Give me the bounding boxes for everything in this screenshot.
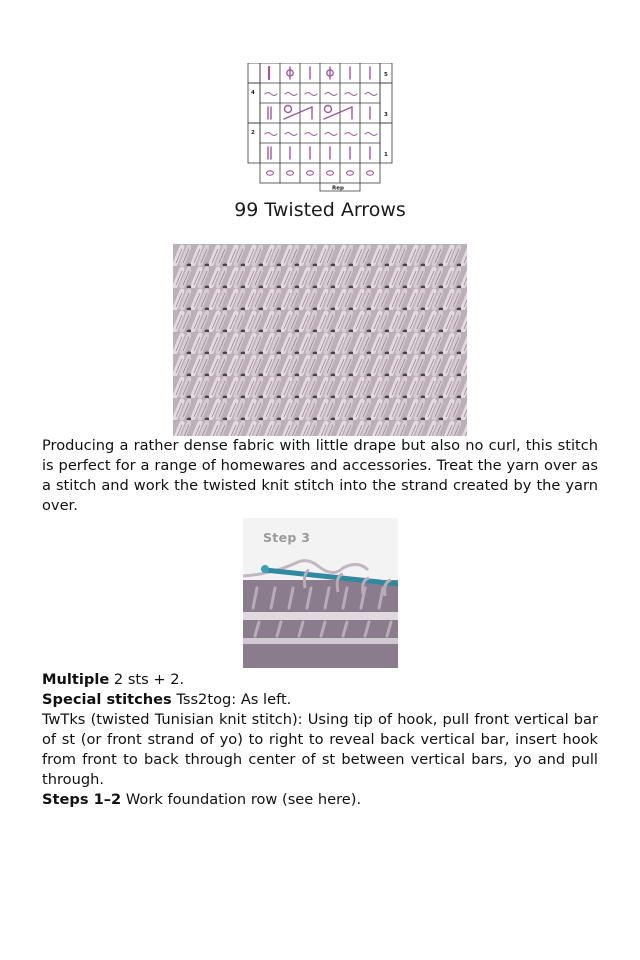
special-stitches-label: Special stitches	[42, 691, 172, 708]
multiple-label: Multiple	[42, 671, 110, 688]
steps-label: Steps 1–2	[42, 791, 122, 808]
row-label-3: 3	[384, 112, 388, 118]
twtks-definition: TwTks (twisted Tunisian knit stitch): Using tip of hook, pull front vertical bar of st (or front strand of yo) to right to reveal back vertical bar, insert hook from front to back through center of st between vertical bars, yo and pull through.	[42, 711, 598, 788]
row-label-5: 5	[384, 72, 388, 78]
special-stitches-text: Tss2tog: As left.	[171, 691, 292, 708]
steps-text: Work foundation row (see here).	[121, 791, 362, 808]
row-label-4: 4	[251, 90, 255, 96]
repeat-label: Rep	[332, 185, 344, 192]
stitch-chart	[246, 63, 396, 197]
knitted-swatch-photo	[173, 244, 467, 436]
steps-line	[42, 790, 598, 810]
multiple-line	[42, 670, 598, 690]
instructions	[42, 670, 598, 810]
special-stitches-line	[42, 690, 598, 710]
multiple-text: 2 sts + 2.	[109, 671, 185, 688]
pattern-title: 99 Twisted Arrows	[234, 199, 406, 221]
intro-paragraph: Producing a rather dense fabric with little drape but also no curl, this stitch is perfect for a range of homewares and accessories. Treat the yarn over as a stitch and work the twisted knit stitch into the strand created by the yarn over.	[42, 437, 598, 514]
row-label-1: 1	[384, 152, 388, 158]
step-label: Step 3	[263, 530, 311, 545]
row-label-2: 2	[251, 130, 255, 136]
step-3-photo	[243, 518, 398, 668]
